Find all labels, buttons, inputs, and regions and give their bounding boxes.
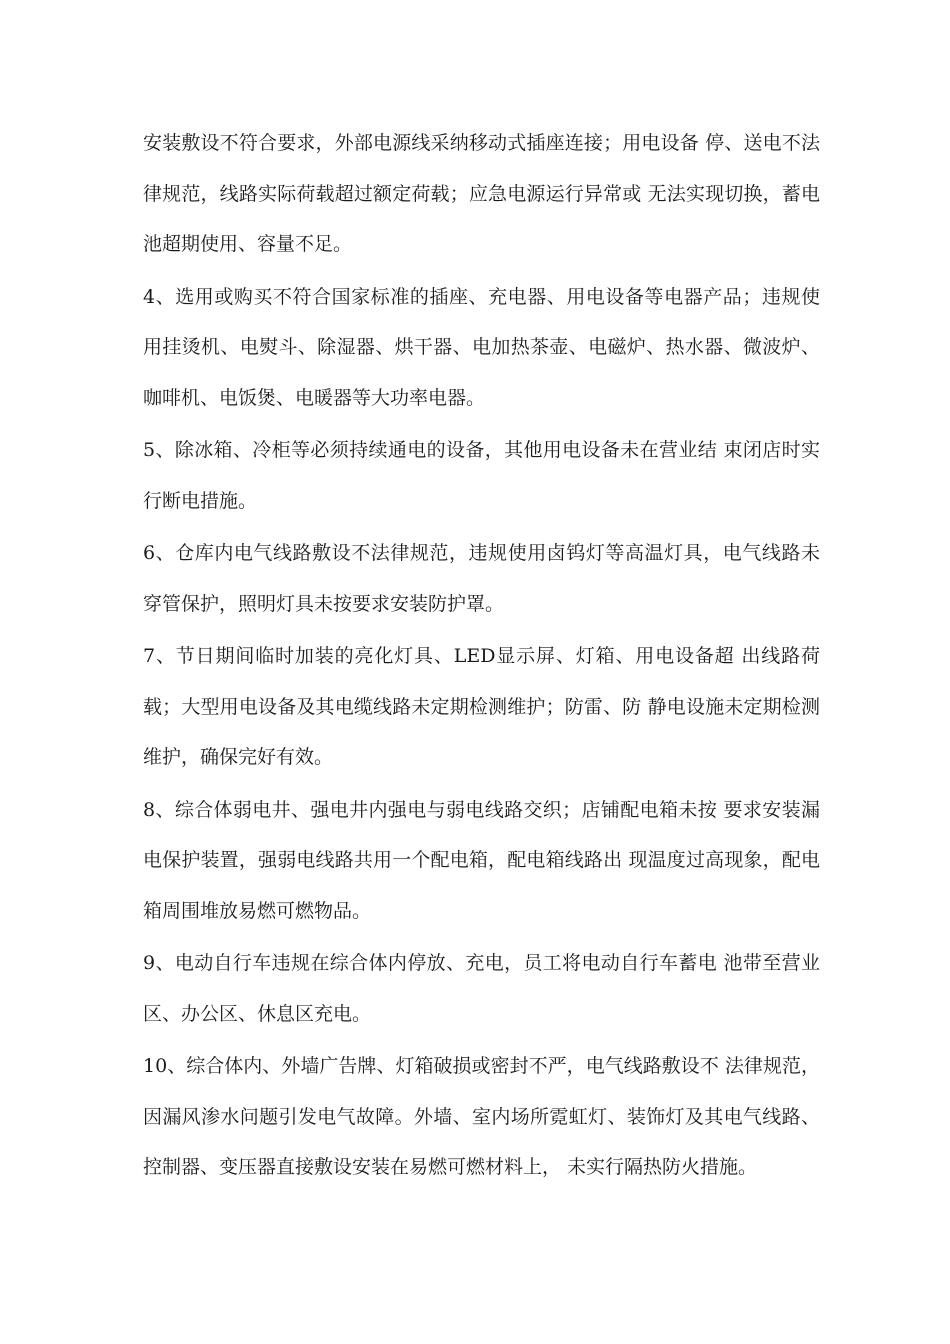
- paragraph-item-9: 9、电动自行车违规在综合体内停放、充电，员工将电动自行车蓄电 池带至营业区、办公区、休息区充电。: [143, 952, 820, 1025]
- paragraph-item-8: 8、综合体弱电井、强电井内强电与弱电线路交织；店铺配电箱未按 要求安装漏电保护装置，强弱电线路共用一个配电箱，配电箱线路出 现温度过高现象，配电箱周围堆放易燃可燃物品。: [143, 798, 820, 922]
- paragraph-continued-electrical-installation: 安装敷设不符合要求，外部电源线采纳移动式插座连接；用电设备 停、送电不法律规范，线路实际荷载超过额定荷载；应急电源运行异常或 无法实现切换，蓄电池超期使用、容量不足。: [143, 132, 820, 255]
- paragraph-item-7: 7、节日期间临时加装的亮化灯具、LED显示屏、灯箱、用电设备超 出线路荷载；大型用电设备及其电缆线路未定期检测维护；防雷、防 静电设施未定期检测维护，确保完好有效。: [143, 645, 820, 768]
- paragraph-item-4: 4、选用或购买不符合国家标准的插座、充电器、用电设备等电器产品；违规使用挂烫机、电熨斗、除湿器、烘干器、电加热茶壶、电磁炉、热水器、微波炉、咖啡机、电饭煲、电暖器等大功率电器。: [143, 285, 820, 409]
- paragraph-item-10: 10、综合体内、外墙广告牌、灯箱破损或密封不严，电气线路敷设不 法律规范，因漏风渗水问题引发电气故障。外墙、室内场所霓虹灯、装饰灯及其电气线路、控制器、变压器直接敷设安装在易燃可燃材料上， 未实行隔热防火措施。: [143, 1055, 820, 1178]
- paragraph-item-5: 5、除冰箱、冷柜等必须持续通电的设备，其他用电设备未在营业结 束闭店时实行断电措施。: [143, 439, 820, 512]
- paragraph-item-6: 6、仓库内电气线路敷设不法律规范，违规使用卤钨灯等高温灯具，电气线路未穿管保护，照明灯具未按要求安装防护罩。: [143, 542, 820, 615]
- document-body: [143, 118, 820, 1195]
